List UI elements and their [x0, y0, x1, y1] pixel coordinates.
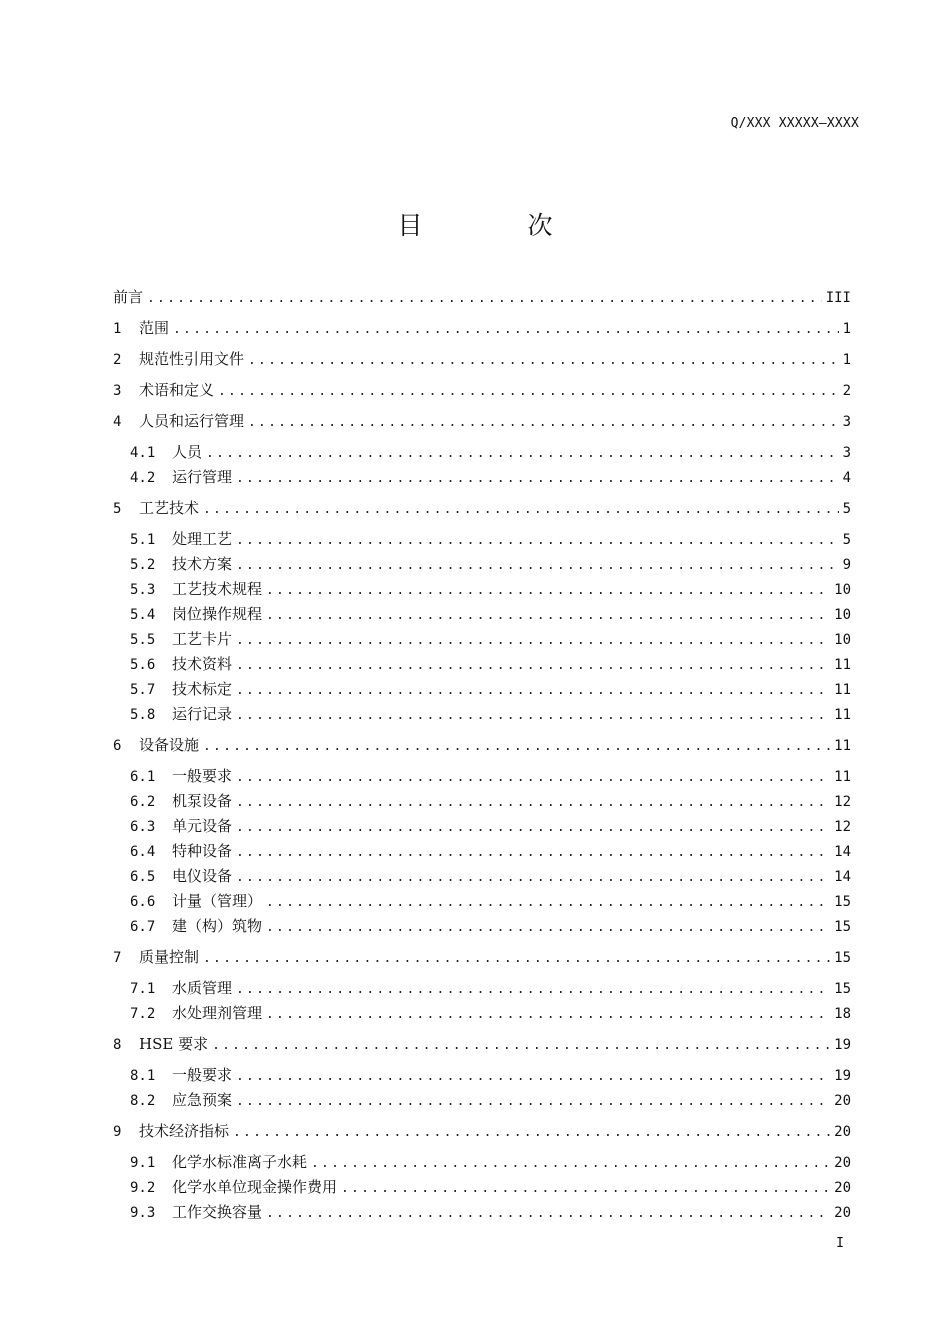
toc-entry[interactable]: [130, 1201, 851, 1223]
toc-leader-dots: [266, 892, 830, 914]
toc-entry[interactable]: [130, 466, 851, 488]
toc-leader-dots: [236, 1066, 830, 1088]
toc-entry-page: 10: [834, 582, 851, 598]
toc-leader-dots: [236, 705, 830, 727]
toc-leader-dots: [173, 319, 839, 341]
toc-entry[interactable]: [130, 528, 851, 550]
toc-entry-title: 技术方案: [172, 555, 233, 573]
toc-entry-title: 单元设备: [172, 817, 233, 835]
toc-entry-number: 6.6: [130, 894, 156, 910]
toc-entry-number: 8.1: [130, 1068, 156, 1084]
toc-entry[interactable]: [130, 977, 851, 999]
toc-entry-title: 岗位操作规程: [172, 605, 263, 623]
toc-leader-dots: [236, 655, 830, 677]
toc-entry-title: 工艺技术: [139, 499, 200, 517]
toc-leader-dots: [236, 792, 830, 814]
toc-entry-title: 技术标定: [172, 680, 233, 698]
toc-entry-number: 9.3: [130, 1205, 156, 1221]
toc-leader-dots: [236, 530, 839, 552]
toc-entry-title: 工作交换容量: [172, 1203, 263, 1221]
toc-entry[interactable]: [130, 815, 851, 837]
toc-entry-number: 6: [113, 738, 122, 754]
toc-entry-page: 15: [834, 894, 851, 910]
toc-entry-number: 6.7: [130, 919, 156, 935]
toc-entry-number: 8: [113, 1037, 122, 1053]
toc-entry-number: 9.2: [130, 1180, 156, 1196]
toc-entry[interactable]: [130, 1064, 851, 1086]
toc-entry-title: 水质管理: [172, 979, 233, 997]
toc-leader-dots: [266, 605, 830, 627]
toc-leader-dots: [236, 555, 839, 577]
toc-entry-title: 应急预案: [172, 1091, 233, 1109]
toc-entry[interactable]: [113, 1033, 851, 1055]
toc-entry[interactable]: [130, 890, 851, 912]
toc-entry[interactable]: [130, 1151, 851, 1173]
toc-entry[interactable]: [113, 946, 851, 968]
toc-entry-title: HSE 要求: [139, 1035, 209, 1053]
toc-entry-page: 15: [834, 950, 851, 966]
toc-leader-dots: [203, 948, 830, 970]
toc-entry-title: 建（构）筑物: [172, 917, 263, 935]
toc-entry[interactable]: [130, 603, 851, 625]
toc-leader-dots: [311, 1153, 830, 1175]
toc-entry-number: 5.5: [130, 632, 156, 648]
toc-entry[interactable]: [130, 703, 851, 725]
toc-entry-title: 水处理剂管理: [172, 1004, 263, 1022]
toc-entry-number: 7.1: [130, 981, 156, 997]
toc-entry-page: 20: [834, 1155, 851, 1171]
toc-entry-page: 10: [834, 607, 851, 623]
toc-entry[interactable]: [130, 678, 851, 700]
toc-entry[interactable]: [130, 628, 851, 650]
toc-entry-number: 7.2: [130, 1006, 156, 1022]
toc-entry-page: 5: [842, 501, 851, 517]
toc-entry-page: 2: [842, 383, 851, 399]
toc-entry-title: 术语和定义: [139, 381, 215, 399]
toc-entry-number: 4.2: [130, 470, 156, 486]
toc-entry-number: 4: [113, 414, 122, 430]
toc-leader-dots: [236, 979, 830, 1001]
toc-leader-dots: [236, 842, 830, 864]
toc-entry-number: 7: [113, 950, 122, 966]
toc-leader-dots: [206, 443, 839, 465]
toc-entry-number: 5.4: [130, 607, 156, 623]
toc-entry[interactable]: [113, 1120, 851, 1142]
toc-leader-dots: [236, 867, 830, 889]
toc-entry-page: 15: [834, 919, 851, 935]
toc-entry[interactable]: [130, 553, 851, 575]
toc-entry[interactable]: [130, 1176, 851, 1198]
toc-entry-page: 11: [834, 769, 851, 785]
toc-entry-title: 化学水标准离子水耗: [172, 1153, 308, 1171]
toc-entry-number: 6.1: [130, 769, 156, 785]
toc-entry-page: 15: [834, 981, 851, 997]
toc-entry-title: 一般要求: [172, 1066, 233, 1084]
toc-entry-page: 10: [834, 632, 851, 648]
toc-entry-page: 19: [834, 1068, 851, 1084]
toc-leader-dots: [218, 381, 839, 403]
toc-entry-number: 8.2: [130, 1093, 156, 1109]
toc-entry-title: 技术经济指标: [139, 1122, 230, 1140]
toc-entry-number: 6.5: [130, 869, 156, 885]
toc-entry-page: 20: [834, 1205, 851, 1221]
toc-entry-page: 19: [834, 1037, 851, 1053]
toc-entry-page: 3: [842, 414, 851, 430]
toc-entry-number: 5.1: [130, 532, 156, 548]
toc-entry-page: 4: [842, 470, 851, 486]
toc-entry-page: 11: [834, 738, 851, 754]
toc-leader-dots: [236, 468, 839, 490]
toc-entry[interactable]: [130, 653, 851, 675]
toc-entry-title: 质量控制: [139, 948, 200, 966]
toc-entry-title: 一般要求: [172, 767, 233, 785]
toc-entry-title: 人员: [172, 443, 203, 461]
toc-entry-number: 9: [113, 1124, 122, 1140]
toc-entry-title: 运行记录: [172, 705, 233, 723]
toc-entry-number: 5: [113, 501, 122, 517]
toc-entry-title: 计量（管理）: [172, 892, 263, 910]
toc-entry-title: 规范性引用文件: [139, 350, 245, 368]
toc-leader-dots: [236, 767, 830, 789]
toc-entry-title: 工艺卡片: [172, 630, 233, 648]
toc-leader-dots: [203, 736, 830, 758]
toc-entry-page: 14: [834, 844, 851, 860]
toc-entry-number: 2: [113, 352, 122, 368]
toc-entry-number: 4.1: [130, 445, 156, 461]
toc-entry-number: 9.1: [130, 1155, 156, 1171]
toc-entry[interactable]: [130, 441, 851, 463]
toc-entry[interactable]: [130, 915, 851, 937]
toc-entry-page: 9: [842, 557, 851, 573]
toc-entry[interactable]: [113, 286, 851, 308]
toc-leader-dots: [248, 350, 839, 372]
toc-entry-page: 1: [842, 321, 851, 337]
document-number: Q/XXX XXXXX—XXXX: [730, 116, 859, 131]
toc-leader-dots: [203, 499, 839, 521]
toc-entry-number: 1: [113, 321, 122, 337]
toc-entry-title: 人员和运行管理: [139, 412, 245, 430]
toc-entry-page: 12: [834, 794, 851, 810]
toc-entry-number: 5.8: [130, 707, 156, 723]
toc-entry-title: 工艺技术规程: [172, 580, 263, 598]
toc-entry-page: 1: [842, 352, 851, 368]
toc-entry-title: 设备设施: [139, 736, 200, 754]
toc-entry-page: 11: [834, 657, 851, 673]
toc-entry-number: 5.6: [130, 657, 156, 673]
toc-leader-dots: [233, 1122, 830, 1144]
toc-entry[interactable]: [130, 1089, 851, 1111]
toc-entry[interactable]: [130, 765, 851, 787]
toc-leader-dots: [147, 288, 822, 310]
toc-entry-title: 运行管理: [172, 468, 233, 486]
toc-leader-dots: [236, 630, 830, 652]
toc-entry[interactable]: [130, 840, 851, 862]
toc-entry[interactable]: [130, 790, 851, 812]
toc-entry[interactable]: [130, 865, 851, 887]
toc-leader-dots: [248, 412, 839, 434]
toc-entry[interactable]: [113, 410, 851, 432]
toc-leader-dots: [266, 1203, 830, 1225]
toc-entry-number: 6.3: [130, 819, 156, 835]
toc-entry[interactable]: [113, 734, 851, 756]
toc-leader-dots: [266, 580, 830, 602]
toc-entry-number: 6.4: [130, 844, 156, 860]
page-number: I: [836, 1236, 844, 1251]
toc-entry-title: 机泵设备: [172, 792, 233, 810]
toc-leader-dots: [236, 1091, 830, 1113]
toc-entry[interactable]: [113, 348, 851, 370]
toc-entry-number: 6.2: [130, 794, 156, 810]
toc-entry-page: 3: [842, 445, 851, 461]
toc-entry[interactable]: [113, 379, 851, 401]
toc-entry-title: 特种设备: [172, 842, 233, 860]
toc-entry-page: 12: [834, 819, 851, 835]
toc-leader-dots: [266, 1004, 830, 1026]
toc-leader-dots: [236, 817, 830, 839]
toc-entry-title: 处理工艺: [172, 530, 233, 548]
toc-entry-number: 5.2: [130, 557, 156, 573]
toc-entry[interactable]: [113, 497, 851, 519]
toc-entry-page: 20: [834, 1124, 851, 1140]
toc-entry-page: 20: [834, 1093, 851, 1109]
page-title: 目 次: [397, 211, 593, 240]
toc-entry-page: 11: [834, 707, 851, 723]
toc-entry-title: 技术资料: [172, 655, 233, 673]
toc-entry-page: 20: [834, 1180, 851, 1196]
toc-entry-page: III: [825, 290, 851, 306]
toc-entry-title: 电仪设备: [172, 867, 233, 885]
toc-entry-page: 5: [842, 532, 851, 548]
toc-entry-title: 前言: [113, 288, 144, 306]
toc-entry-page: 18: [834, 1006, 851, 1022]
toc-leader-dots: [236, 680, 830, 702]
toc-entry-number: 5.7: [130, 682, 156, 698]
toc-leader-dots: [341, 1178, 830, 1200]
toc-entry-title: 范围: [139, 319, 170, 337]
toc-entry-title: 化学水单位现金操作费用: [172, 1178, 338, 1196]
toc-entry[interactable]: [130, 578, 851, 600]
toc-entry-number: 3: [113, 383, 122, 399]
toc-leader-dots: [266, 917, 830, 939]
toc-entry-page: 14: [834, 869, 851, 885]
toc-leader-dots: [212, 1035, 830, 1057]
toc-entry-number: 5.3: [130, 582, 156, 598]
toc-entry[interactable]: [130, 1002, 851, 1024]
toc-entry[interactable]: [113, 317, 851, 339]
toc-entry-page: 11: [834, 682, 851, 698]
